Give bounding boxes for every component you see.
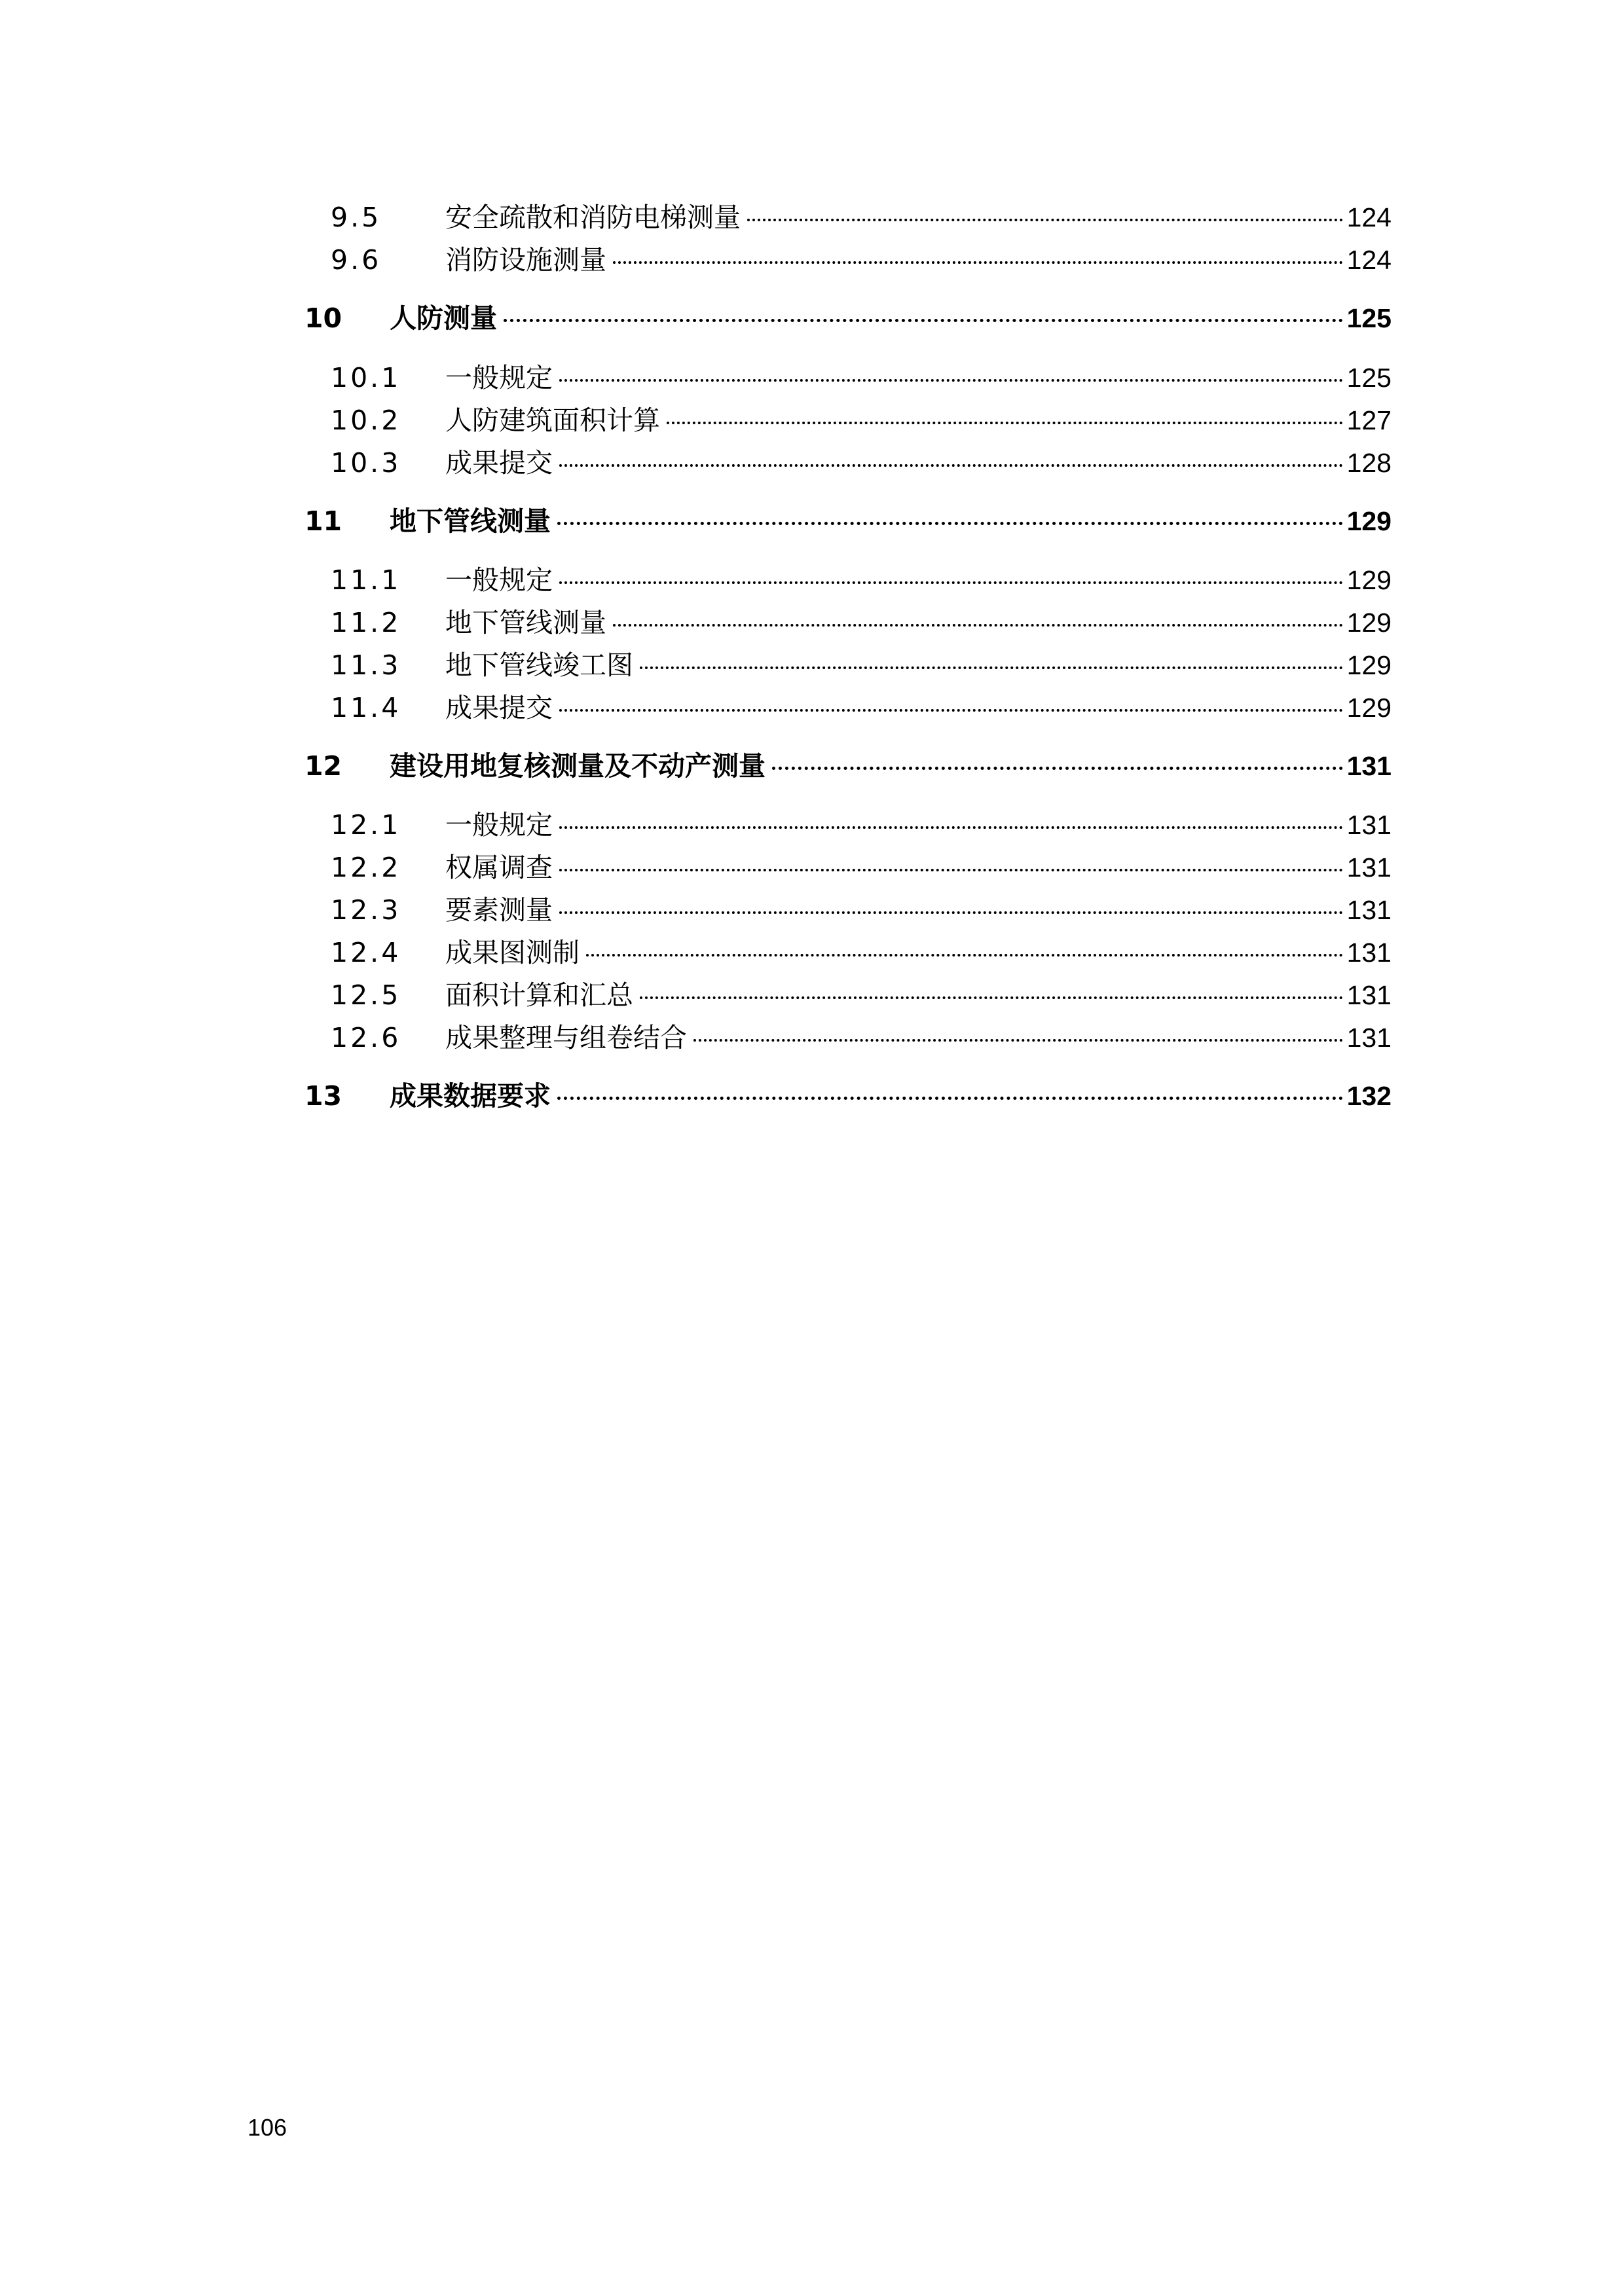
toc-entry-title: 权属调查: [445, 852, 553, 883]
toc-chapter-entry[interactable]: [304, 1076, 1392, 1116]
toc-entry-title: 安全疏散和消防电梯测量: [445, 202, 741, 233]
toc-dot-leader: [504, 319, 1343, 322]
toc-entry-number: 12.3: [331, 894, 401, 926]
toc-entry-number: 10.2: [331, 405, 401, 436]
toc-dot-leader: [559, 379, 1343, 382]
toc-chapter-entry[interactable]: [304, 501, 1392, 541]
toc-dot-leader: [559, 869, 1343, 871]
toc-entry-number: 11.1: [331, 564, 401, 596]
toc-entry-number: 12.2: [331, 852, 401, 883]
toc-chapter-page: 132: [1346, 1081, 1392, 1111]
toc-entry-page: 127: [1346, 405, 1392, 435]
toc-entry[interactable]: [331, 240, 1392, 280]
footer-page-number: 106: [248, 2114, 287, 2141]
toc-entry-number: 9.5: [331, 202, 382, 233]
toc-entry-page: 124: [1346, 202, 1392, 232]
toc-chapter-title: 地下管线测量: [390, 505, 551, 537]
toc-dot-leader: [559, 911, 1343, 914]
toc-dot-leader: [667, 422, 1343, 424]
toc-entry-title: 一般规定: [445, 809, 553, 841]
toc-entry-page: 129: [1346, 608, 1392, 638]
toc-entry-number: 11.2: [331, 607, 401, 638]
toc-chapter-title: 建设用地复核测量及不动产测量: [390, 750, 766, 782]
toc-chapter-number: 12: [304, 750, 342, 782]
toc-entry-page: 129: [1346, 693, 1392, 723]
toc-chapter-page: 131: [1346, 751, 1392, 781]
toc-dot-leader: [693, 1039, 1343, 1042]
toc-chapter-number: 11: [304, 505, 342, 537]
toc-dot-leader: [772, 767, 1343, 770]
toc-chapter-entry[interactable]: [304, 299, 1392, 338]
toc-entry-number: 9.6: [331, 244, 382, 276]
toc-entry[interactable]: [331, 933, 1392, 972]
toc-entry-title: 成果提交: [445, 692, 553, 723]
toc-entry-page: 131: [1346, 980, 1392, 1010]
toc-entry-title: 成果提交: [445, 447, 553, 479]
toc-dot-leader: [640, 666, 1343, 669]
toc-entry[interactable]: [331, 1018, 1392, 1057]
toc-entry-page: 124: [1346, 245, 1392, 275]
toc-entry-page: 125: [1346, 363, 1392, 393]
toc-chapter-title: 成果数据要求: [390, 1080, 551, 1112]
toc-entry-number: 12.4: [331, 937, 401, 968]
toc-entry-title: 面积计算和汇总: [445, 979, 633, 1011]
toc-entry-title: 地下管线竣工图: [445, 649, 633, 681]
toc-dot-leader: [559, 581, 1343, 584]
toc-dot-leader: [559, 464, 1343, 467]
toc-entry-page: 129: [1346, 565, 1392, 595]
toc-entry-title: 要素测量: [445, 894, 553, 926]
toc-entry-number: 11.4: [331, 692, 401, 723]
toc-entry-title: 人防建筑面积计算: [445, 405, 660, 436]
toc-entry-title: 消防设施测量: [445, 244, 606, 276]
toc-chapter-entry[interactable]: [304, 746, 1392, 786]
toc-entry[interactable]: [331, 358, 1392, 397]
toc-chapter-page: 125: [1346, 303, 1392, 333]
toc-entry-number: 11.3: [331, 649, 401, 681]
toc-entry-page: 131: [1346, 895, 1392, 925]
toc-entry[interactable]: [331, 443, 1392, 483]
toc-chapter-number: 10: [304, 302, 342, 334]
toc-entry-page: 131: [1346, 852, 1392, 883]
toc-entry-page: 131: [1346, 1023, 1392, 1053]
toc-entry-number: 10.1: [331, 362, 401, 393]
toc-entry-page: 129: [1346, 650, 1392, 680]
toc-entry[interactable]: [331, 198, 1392, 237]
toc-entry-title: 一般规定: [445, 564, 553, 596]
toc-entry[interactable]: [331, 848, 1392, 887]
toc-entry[interactable]: [331, 688, 1392, 727]
toc-entry-page: 131: [1346, 938, 1392, 968]
toc-entry-number: 12.6: [331, 1022, 401, 1053]
toc-dot-leader: [557, 1097, 1343, 1100]
toc-entry-number: 12.5: [331, 979, 401, 1011]
toc-entry[interactable]: [331, 646, 1392, 685]
toc-dot-leader: [559, 709, 1343, 712]
toc-entry-number: 12.1: [331, 809, 401, 841]
toc-entry-number: 10.3: [331, 447, 401, 479]
toc-dot-leader: [559, 826, 1343, 829]
toc-entry-page: 131: [1346, 810, 1392, 840]
toc-chapter-page: 129: [1346, 506, 1392, 536]
toc-entry-title: 成果图测制: [445, 937, 580, 968]
toc-entry[interactable]: [331, 805, 1392, 845]
toc-entry[interactable]: [331, 401, 1392, 440]
toc-entry-title: 地下管线测量: [445, 607, 606, 638]
toc-entry[interactable]: [331, 975, 1392, 1015]
toc-entry[interactable]: [331, 890, 1392, 930]
toc-dot-leader: [640, 996, 1343, 999]
toc-entry-title: 成果整理与组卷结合: [445, 1022, 687, 1053]
toc-dot-leader: [613, 261, 1343, 264]
toc-dot-leader: [747, 219, 1343, 221]
toc-entry[interactable]: [331, 603, 1392, 642]
toc-chapter-number: 13: [304, 1080, 342, 1112]
toc-entry-page: 128: [1346, 448, 1392, 478]
toc-dot-leader: [586, 954, 1343, 957]
toc-dot-leader: [613, 624, 1343, 627]
toc-chapter-title: 人防测量: [390, 302, 497, 334]
toc-entry-title: 一般规定: [445, 362, 553, 393]
toc-dot-leader: [557, 522, 1343, 525]
toc-entry[interactable]: [331, 560, 1392, 600]
